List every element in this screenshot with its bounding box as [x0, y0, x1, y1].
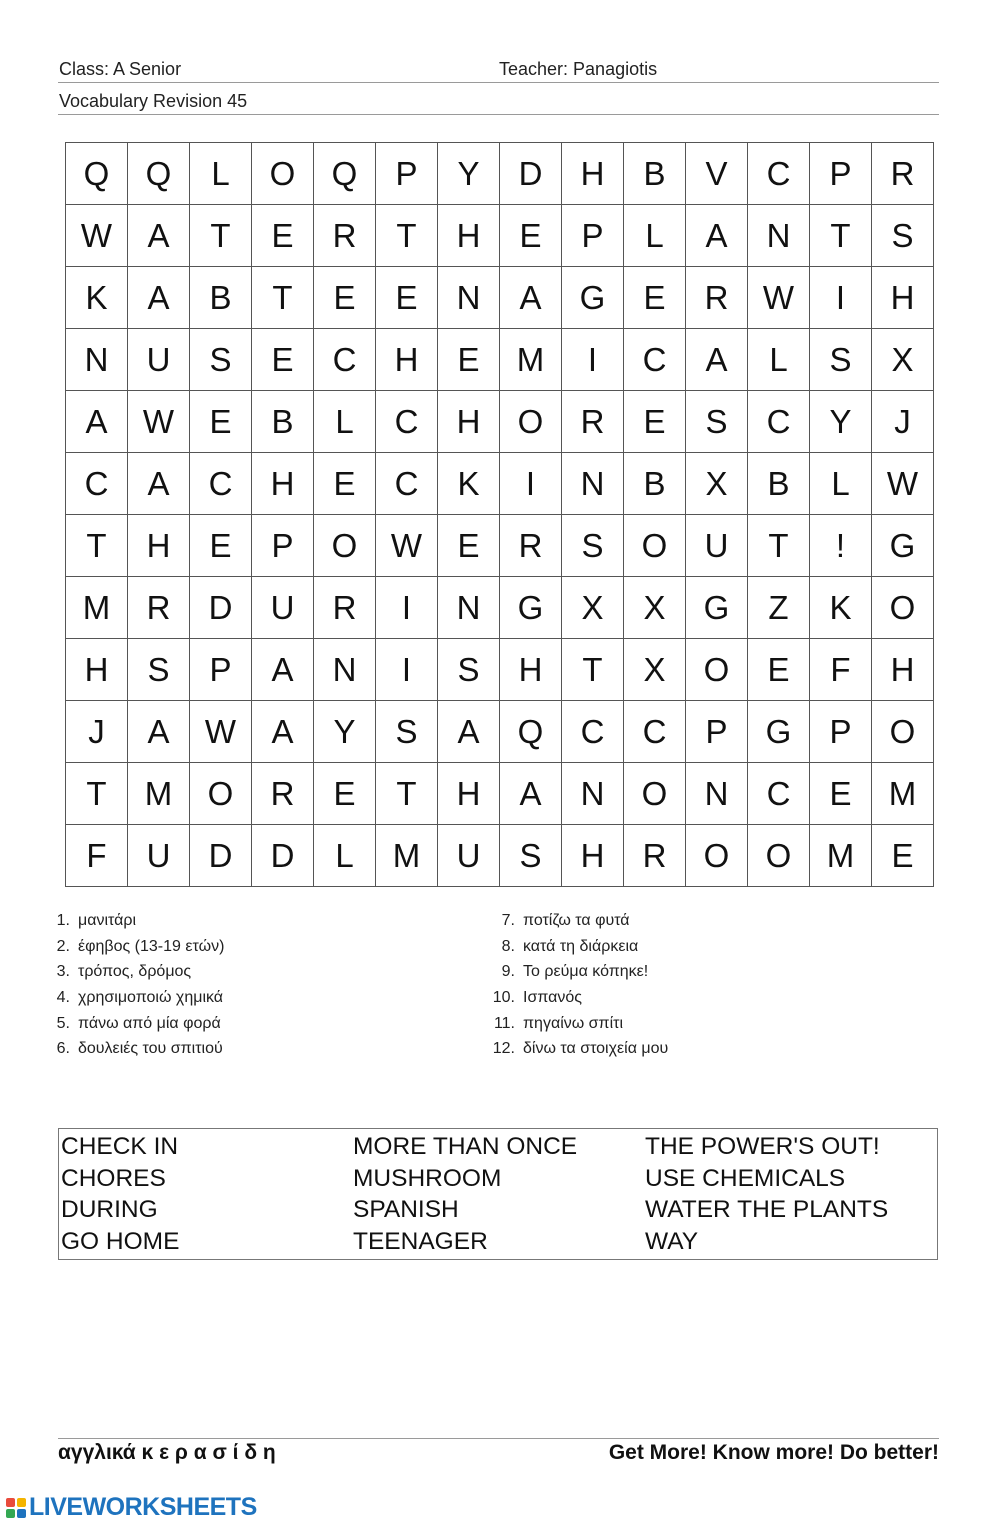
grid-row: [66, 205, 934, 267]
grid-cell[interactable]: W: [190, 701, 252, 763]
grid-cell[interactable]: S: [810, 329, 872, 391]
grid-cell[interactable]: N: [438, 267, 500, 329]
logo-squares-icon: [6, 1498, 26, 1518]
grid-cell[interactable]: O: [314, 515, 376, 577]
grid-cell[interactable]: A: [128, 205, 190, 267]
grid-cell[interactable]: O: [500, 391, 562, 453]
grid-cell[interactable]: R: [624, 825, 686, 887]
grid-cell[interactable]: Q: [314, 143, 376, 205]
clue-number: 11.: [493, 1014, 515, 1032]
grid-cell[interactable]: E: [190, 391, 252, 453]
worksheet-title: Vocabulary Revision 45: [59, 91, 248, 111]
grid-cell[interactable]: D: [190, 577, 252, 639]
grid-cell[interactable]: L: [810, 453, 872, 515]
grid-row: [66, 329, 934, 391]
word-bank-word: THE POWER'S OUT!: [645, 1133, 880, 1160]
grid-cell[interactable]: Y: [314, 701, 376, 763]
grid-cell[interactable]: C: [66, 453, 128, 515]
clue-text: μανιτάρι: [78, 912, 137, 929]
grid-cell[interactable]: A: [128, 267, 190, 329]
grid-cell[interactable]: D: [252, 825, 314, 887]
grid-cell[interactable]: N: [66, 329, 128, 391]
grid-cell[interactable]: X: [872, 329, 934, 391]
grid-cell[interactable]: W: [128, 391, 190, 453]
grid-cell[interactable]: S: [872, 205, 934, 267]
grid-cell[interactable]: O: [686, 639, 748, 701]
grid-cell[interactable]: E: [438, 329, 500, 391]
grid-cell[interactable]: L: [314, 825, 376, 887]
grid-cell[interactable]: C: [748, 391, 810, 453]
grid-cell[interactable]: A: [438, 701, 500, 763]
grid-cell[interactable]: C: [376, 453, 438, 515]
grid-cell[interactable]: U: [686, 515, 748, 577]
grid-cell[interactable]: O: [190, 763, 252, 825]
clue-text: πάνω από μία φορά: [78, 1014, 221, 1032]
clue-item: [40, 963, 224, 989]
grid-cell[interactable]: H: [252, 453, 314, 515]
grid-cell[interactable]: E: [314, 763, 376, 825]
grid-cell[interactable]: C: [624, 701, 686, 763]
grid-cell[interactable]: D: [500, 143, 562, 205]
grid-row: [66, 391, 934, 453]
clue-item: [40, 1040, 224, 1066]
grid-cell[interactable]: U: [252, 577, 314, 639]
grid-cell[interactable]: Q: [128, 143, 190, 205]
grid-cell[interactable]: F: [810, 639, 872, 701]
clue-item: [485, 989, 668, 1015]
grid-cell[interactable]: E: [810, 763, 872, 825]
grid-row: [66, 639, 934, 701]
grid-row: [66, 701, 934, 763]
clue-number: 12.: [492, 1040, 515, 1058]
grid-cell[interactable]: A: [252, 639, 314, 701]
clue-item: [485, 1015, 668, 1041]
grid-cell[interactable]: Z: [748, 577, 810, 639]
grid-cell[interactable]: E: [500, 205, 562, 267]
grid-cell[interactable]: P: [686, 701, 748, 763]
grid-cell[interactable]: B: [190, 267, 252, 329]
grid-cell[interactable]: S: [190, 329, 252, 391]
grid-cell[interactable]: E: [748, 639, 810, 701]
grid-cell[interactable]: B: [748, 453, 810, 515]
word-bank-column-1: [61, 1131, 179, 1257]
grid-cell[interactable]: P: [190, 639, 252, 701]
header-divider-bottom: [58, 114, 939, 115]
grid-cell[interactable]: J: [872, 391, 934, 453]
grid-cell[interactable]: C: [190, 453, 252, 515]
grid-cell[interactable]: M: [810, 825, 872, 887]
word-bank-word: MUSHROOM: [353, 1164, 502, 1192]
clue-number: 2.: [56, 937, 70, 955]
word-bank-word: SPANISH: [353, 1196, 459, 1223]
grid-cell[interactable]: S: [686, 391, 748, 453]
grid-cell[interactable]: I: [500, 453, 562, 515]
grid-cell[interactable]: E: [624, 391, 686, 453]
grid-cell[interactable]: T: [252, 267, 314, 329]
grid-cell[interactable]: E: [252, 329, 314, 391]
liveworksheets-logo[interactable]: [6, 1493, 257, 1522]
grid-cell[interactable]: S: [376, 701, 438, 763]
grid-cell[interactable]: S: [500, 825, 562, 887]
clue-item: [40, 912, 224, 938]
grid-cell[interactable]: T: [66, 515, 128, 577]
grid-cell[interactable]: M: [500, 329, 562, 391]
clue-text: τρόπος, δρόμος: [78, 963, 192, 981]
clue-number: 5.: [56, 1014, 70, 1032]
word-bank-word: USE CHEMICALS: [645, 1164, 846, 1192]
grid-cell[interactable]: R: [872, 143, 934, 205]
grid-cell[interactable]: H: [438, 763, 500, 825]
grid-cell[interactable]: A: [252, 701, 314, 763]
clue-text: πηγαίνω σπίτι: [523, 1014, 624, 1032]
clue-number: 8.: [501, 937, 515, 955]
clue-text: δουλειές του σπιτιού: [78, 1040, 223, 1058]
grid-cell[interactable]: P: [562, 205, 624, 267]
grid-row: [66, 577, 934, 639]
grid-row: [66, 515, 934, 577]
word-bank-word: TEENAGER: [353, 1227, 488, 1255]
grid-cell[interactable]: N: [686, 763, 748, 825]
grid-row: [66, 143, 934, 205]
grid-cell[interactable]: H: [438, 391, 500, 453]
footer-left-text: αγγλικά κ ε ρ α σ ί δ η: [58, 1441, 276, 1464]
grid-cell[interactable]: G: [686, 577, 748, 639]
grid-cell[interactable]: U: [128, 825, 190, 887]
grid-cell[interactable]: C: [748, 763, 810, 825]
grid-cell[interactable]: X: [624, 577, 686, 639]
grid-row: [66, 267, 934, 329]
clue-text: χρησιμοποιώ χημικά: [78, 989, 224, 1007]
grid-cell[interactable]: A: [128, 701, 190, 763]
grid-cell[interactable]: W: [748, 267, 810, 329]
grid-cell[interactable]: B: [624, 143, 686, 205]
grid-cell[interactable]: E: [624, 267, 686, 329]
word-bank-word: GO HOME: [61, 1227, 180, 1255]
grid-cell[interactable]: A: [66, 391, 128, 453]
grid-cell[interactable]: X: [562, 577, 624, 639]
grid-cell[interactable]: C: [748, 143, 810, 205]
grid-cell[interactable]: R: [562, 391, 624, 453]
grid-cell[interactable]: I: [562, 329, 624, 391]
grid-cell[interactable]: W: [872, 453, 934, 515]
grid-cell[interactable]: T: [190, 205, 252, 267]
grid-cell[interactable]: R: [500, 515, 562, 577]
grid-cell[interactable]: O: [686, 825, 748, 887]
grid-cell[interactable]: Q: [500, 701, 562, 763]
grid-cell[interactable]: R: [252, 763, 314, 825]
grid-cell[interactable]: H: [128, 515, 190, 577]
grid-row: [66, 763, 934, 825]
grid-cell[interactable]: C: [562, 701, 624, 763]
grid-cell[interactable]: K: [810, 577, 872, 639]
clue-list-left: [40, 912, 224, 1066]
grid-cell[interactable]: C: [624, 329, 686, 391]
logo-text: LIVEWORKSHEETS: [29, 1493, 257, 1521]
grid-cell[interactable]: T: [376, 763, 438, 825]
grid-cell[interactable]: B: [624, 453, 686, 515]
grid-cell[interactable]: T: [748, 515, 810, 577]
clue-item: [40, 1015, 224, 1041]
word-bank-word: MORE THAN ONCE: [353, 1133, 578, 1160]
grid-cell[interactable]: N: [562, 763, 624, 825]
grid-cell[interactable]: U: [438, 825, 500, 887]
clue-number: 4.: [56, 989, 70, 1007]
grid-cell[interactable]: M: [872, 763, 934, 825]
grid-cell[interactable]: A: [128, 453, 190, 515]
grid-cell[interactable]: P: [810, 701, 872, 763]
grid-cell[interactable]: H: [66, 639, 128, 701]
clue-item: [40, 989, 224, 1015]
grid-cell[interactable]: I: [376, 639, 438, 701]
grid-cell[interactable]: O: [748, 825, 810, 887]
footer-divider: [58, 1438, 939, 1439]
word-bank-word: DURING: [61, 1196, 158, 1223]
word-bank-word: WATER THE PLANTS: [645, 1196, 889, 1223]
teacher-label: Teacher: Panagiotis: [499, 59, 658, 79]
clue-number: 3.: [56, 963, 70, 981]
grid-cell[interactable]: A: [686, 205, 748, 267]
clue-text: Ισπανός: [523, 989, 582, 1007]
grid-cell[interactable]: P: [810, 143, 872, 205]
grid-cell[interactable]: N: [748, 205, 810, 267]
grid-cell[interactable]: E: [252, 205, 314, 267]
grid-cell[interactable]: L: [748, 329, 810, 391]
clue-item: [485, 938, 668, 964]
grid-cell[interactable]: J: [66, 701, 128, 763]
grid-cell[interactable]: G: [500, 577, 562, 639]
grid-cell[interactable]: D: [190, 825, 252, 887]
grid-cell[interactable]: N: [314, 639, 376, 701]
word-bank-column-2: [353, 1131, 577, 1257]
grid-cell[interactable]: Y: [810, 391, 872, 453]
grid-cell[interactable]: M: [66, 577, 128, 639]
grid-cell[interactable]: O: [624, 763, 686, 825]
grid-cell[interactable]: H: [872, 267, 934, 329]
clue-item: [485, 912, 668, 938]
grid-cell[interactable]: E: [438, 515, 500, 577]
grid-cell[interactable]: R: [314, 577, 376, 639]
grid-cell[interactable]: V: [686, 143, 748, 205]
grid-cell[interactable]: E: [314, 453, 376, 515]
grid-cell[interactable]: C: [314, 329, 376, 391]
clue-number: 10.: [492, 989, 515, 1007]
grid-cell[interactable]: P: [252, 515, 314, 577]
grid-cell[interactable]: A: [686, 329, 748, 391]
grid-cell[interactable]: Y: [438, 143, 500, 205]
word-search-grid: [65, 142, 934, 887]
grid-cell[interactable]: L: [190, 143, 252, 205]
grid-cell[interactable]: K: [66, 267, 128, 329]
clue-item: [485, 963, 668, 989]
clue-number: 1.: [56, 912, 70, 929]
grid-cell[interactable]: T: [810, 205, 872, 267]
clue-text: έφηβος (13-19 ετών): [78, 937, 225, 955]
grid-cell[interactable]: E: [190, 515, 252, 577]
grid-cell[interactable]: X: [686, 453, 748, 515]
grid-cell[interactable]: H: [438, 205, 500, 267]
grid-cell[interactable]: Q: [66, 143, 128, 205]
clue-item: [485, 1040, 668, 1066]
grid-cell[interactable]: E: [872, 825, 934, 887]
clue-number: 7.: [501, 912, 515, 929]
grid-cell[interactable]: O: [624, 515, 686, 577]
grid-cell[interactable]: N: [438, 577, 500, 639]
word-bank-word: CHORES: [61, 1164, 166, 1192]
grid-cell[interactable]: T: [376, 205, 438, 267]
grid-cell[interactable]: E: [314, 267, 376, 329]
grid-cell[interactable]: !: [810, 515, 872, 577]
word-bank-word: WAY: [645, 1227, 699, 1255]
clue-number: 6.: [56, 1040, 70, 1058]
grid-row: [66, 825, 934, 887]
grid-cell[interactable]: H: [562, 143, 624, 205]
class-label: Class: A Senior: [59, 59, 182, 79]
grid-cell[interactable]: P: [376, 143, 438, 205]
clue-text: Το ρεύμα κόπηκε!: [523, 963, 649, 981]
clue-list-right: [485, 912, 668, 1066]
grid-cell[interactable]: I: [810, 267, 872, 329]
grid-cell[interactable]: L: [314, 391, 376, 453]
clue-text: ποτίζω τα φυτά: [523, 912, 630, 929]
clue-text: δίνω τα στοιχεία μου: [523, 1040, 669, 1058]
grid-cell[interactable]: O: [252, 143, 314, 205]
grid-cell[interactable]: H: [500, 639, 562, 701]
grid-cell[interactable]: G: [562, 267, 624, 329]
grid-cell[interactable]: S: [438, 639, 500, 701]
grid-cell[interactable]: G: [748, 701, 810, 763]
grid-cell[interactable]: E: [376, 267, 438, 329]
grid-cell[interactable]: K: [438, 453, 500, 515]
header-divider-top: [58, 82, 939, 83]
grid-cell[interactable]: R: [686, 267, 748, 329]
grid-cell[interactable]: S: [562, 515, 624, 577]
grid-cell[interactable]: C: [376, 391, 438, 453]
grid-cell[interactable]: F: [66, 825, 128, 887]
grid-cell[interactable]: R: [128, 577, 190, 639]
word-bank-column-3: [645, 1131, 888, 1257]
grid-cell[interactable]: H: [872, 639, 934, 701]
grid-cell[interactable]: O: [872, 701, 934, 763]
grid-cell[interactable]: B: [252, 391, 314, 453]
grid-cell[interactable]: O: [872, 577, 934, 639]
grid-cell[interactable]: I: [376, 577, 438, 639]
grid-cell[interactable]: N: [562, 453, 624, 515]
grid-cell[interactable]: R: [314, 205, 376, 267]
grid-cell[interactable]: W: [66, 205, 128, 267]
grid-cell[interactable]: M: [128, 763, 190, 825]
grid-cell[interactable]: T: [562, 639, 624, 701]
grid-cell[interactable]: L: [624, 205, 686, 267]
grid-cell[interactable]: G: [872, 515, 934, 577]
grid-cell[interactable]: T: [66, 763, 128, 825]
word-bank-word: CHECK IN: [61, 1133, 179, 1160]
grid-cell[interactable]: X: [624, 639, 686, 701]
grid-cell[interactable]: U: [128, 329, 190, 391]
grid-row: [66, 453, 934, 515]
grid-cell[interactable]: H: [562, 825, 624, 887]
grid-cell[interactable]: A: [500, 763, 562, 825]
grid-cell[interactable]: H: [376, 329, 438, 391]
grid-cell[interactable]: S: [128, 639, 190, 701]
clue-item: [40, 938, 224, 964]
clue-number: 9.: [501, 963, 515, 981]
clue-text: κατά τη διάρκεια: [523, 937, 639, 955]
word-bank: [58, 1128, 938, 1260]
grid-cell[interactable]: A: [500, 267, 562, 329]
footer-slogan: Get More! Know more! Do better!: [608, 1441, 939, 1464]
grid-cell[interactable]: W: [376, 515, 438, 577]
grid-cell[interactable]: M: [376, 825, 438, 887]
